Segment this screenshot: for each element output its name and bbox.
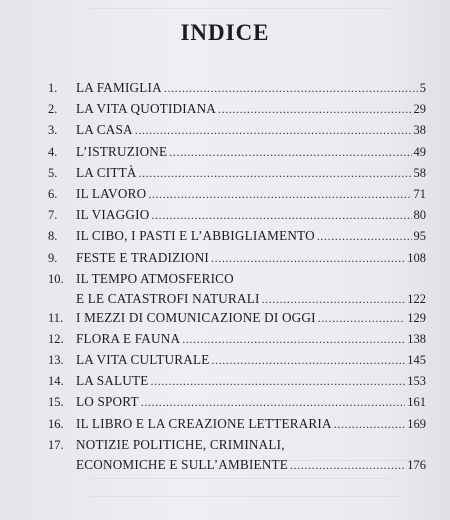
dot-leader — [218, 99, 411, 119]
toc-entry-page: 80 — [413, 208, 426, 223]
toc-entry — [48, 99, 426, 120]
toc-entry-page: 138 — [407, 331, 426, 346]
toc-entry-line — [76, 269, 426, 289]
toc-entry-page: 5 — [419, 81, 426, 95]
toc-entry-number: 9. — [48, 250, 58, 265]
toc-entry-body — [76, 371, 426, 392]
toc-entry-number: 1. — [48, 81, 58, 95]
toc-entry-number: 3. — [48, 123, 58, 138]
toc-entry-number: 13. — [48, 353, 64, 368]
toc-entry-line — [76, 78, 426, 98]
toc-entry-number: 17. — [48, 437, 64, 452]
toc-entry-line — [76, 392, 426, 412]
toc-entry — [48, 350, 426, 371]
dot-leader — [212, 350, 406, 370]
toc-entry-number: 5. — [48, 165, 58, 180]
toc-entry-title: FLORA E FAUNA — [76, 330, 181, 346]
toc-entry-title: IL LIBRO E LA CREAZIONE LETTERARIA — [76, 415, 332, 431]
toc-entry-body — [76, 329, 426, 350]
toc-entry-body — [76, 163, 426, 184]
toc-entry-body — [76, 99, 426, 120]
toc-entry-title: L’ISTRUZIONE — [76, 143, 168, 159]
toc-entry-title: IL TEMPO ATMOSFERICO — [76, 270, 234, 286]
toc-entry — [48, 248, 426, 269]
show-through-text — [90, 496, 400, 497]
dot-leader — [148, 184, 411, 204]
toc-entry-line — [76, 455, 426, 475]
toc-entry-body — [76, 414, 426, 435]
toc-entry-title: LA CASA — [76, 122, 133, 138]
toc-entry-line — [76, 248, 426, 268]
dot-leader — [334, 414, 406, 434]
toc-entry-title: IL VIAGGIO — [76, 207, 150, 223]
toc-entry — [48, 163, 426, 184]
toc-entry — [48, 142, 426, 163]
table-of-contents — [48, 78, 426, 474]
toc-entry-body — [76, 350, 426, 371]
dot-leader — [262, 289, 406, 309]
toc-entry-title: ECONOMICHE E SULL’AMBIENTE — [76, 456, 289, 472]
dot-leader — [135, 120, 412, 140]
toc-entry-number: 4. — [48, 144, 58, 159]
toc-entry-line — [76, 329, 426, 349]
toc-entry-line — [76, 184, 426, 204]
toc-entry — [48, 392, 426, 413]
toc-entry-number: 15. — [48, 395, 64, 410]
toc-entry — [48, 120, 426, 141]
toc-entry-line — [76, 308, 426, 328]
toc-entry-number: 14. — [48, 374, 64, 389]
toc-entry-title: LA VITA CULTURALE — [76, 352, 210, 368]
dot-leader — [151, 371, 406, 391]
toc-entry-page: 122 — [407, 291, 426, 306]
toc-entry — [48, 414, 426, 435]
toc-entry-body — [76, 392, 426, 413]
toc-entry-number: 10. — [48, 271, 64, 286]
toc-entry-page: 169 — [407, 416, 426, 431]
toc-entry-number: 2. — [48, 102, 58, 117]
toc-entry-line — [76, 289, 426, 309]
dot-leader — [318, 308, 406, 328]
toc-entry — [48, 435, 426, 474]
toc-entry-line — [76, 435, 426, 455]
toc-entry-line — [76, 350, 426, 370]
toc-entry-page: 129 — [407, 310, 426, 325]
toc-entry-page: 29 — [413, 102, 426, 117]
toc-entry-page: 108 — [407, 250, 426, 265]
dot-leader — [211, 248, 405, 268]
toc-entry-line — [76, 371, 426, 391]
toc-entry-body — [76, 142, 426, 163]
toc-entry-title: FESTE E TRADIZIONI — [76, 249, 210, 265]
toc-entry — [48, 308, 426, 329]
toc-entry-body — [76, 78, 426, 99]
toc-entry-body — [76, 269, 426, 308]
toc-entry — [48, 329, 426, 350]
toc-entry-title: I MEZZI DI COMUNICAZIONE DI OGGI — [76, 309, 316, 325]
toc-entry — [48, 184, 426, 205]
toc-entry-number: 12. — [48, 331, 64, 346]
toc-entry-title: IL LAVORO — [76, 185, 147, 201]
toc-entry-page: 58 — [413, 165, 426, 180]
toc-entry-page: 176 — [407, 457, 426, 472]
toc-entry-body — [76, 308, 426, 329]
toc-entry-body — [76, 248, 426, 269]
toc-entry-page: 71 — [413, 186, 426, 201]
toc-entry-line — [76, 163, 426, 183]
toc-entry-body — [76, 435, 426, 474]
toc-entry-title: LO SPORT — [76, 394, 139, 410]
toc-entry-number: 6. — [48, 186, 58, 201]
dot-leader — [141, 392, 406, 412]
toc-entry-title: LA VITA QUOTIDIANA — [76, 101, 217, 117]
show-through-text — [90, 478, 390, 479]
toc-entry-page: 49 — [413, 144, 426, 159]
toc-entry-page: 153 — [407, 374, 426, 389]
toc-entry — [48, 269, 426, 308]
toc-entry-body — [76, 205, 426, 226]
dot-leader — [164, 78, 418, 98]
toc-entry-number: 8. — [48, 229, 58, 244]
dot-leader — [290, 455, 405, 475]
toc-entry-page: 38 — [413, 123, 426, 138]
toc-entry-page: 145 — [407, 353, 426, 368]
toc-entry — [48, 205, 426, 226]
toc-entry-page: 161 — [407, 395, 426, 410]
toc-entry-title: LA CITTÀ — [76, 164, 137, 180]
toc-entry — [48, 226, 426, 247]
toc-entry-line — [76, 120, 426, 140]
toc-entry-line — [76, 414, 426, 434]
toc-entry-title: LA FAMIGLIA — [76, 80, 162, 95]
toc-entry-number: 11. — [48, 310, 64, 325]
dot-leader — [139, 163, 412, 183]
toc-entry-body — [76, 226, 426, 247]
toc-entry-body — [76, 184, 426, 205]
toc-entry-page: 95 — [413, 229, 426, 244]
toc-entry-line — [76, 142, 426, 162]
toc-entry-line — [76, 226, 426, 246]
toc-entry-body — [76, 120, 426, 141]
toc-entry-title: LA SALUTE — [76, 373, 149, 389]
toc-entry — [48, 371, 426, 392]
toc-entry-title: E LE CATASTROFI NATURALI — [76, 290, 260, 306]
dot-leader — [182, 329, 405, 349]
toc-entry-number: 7. — [48, 208, 58, 223]
toc-entry-line — [76, 205, 426, 225]
toc-entry-number: 16. — [48, 416, 64, 431]
dot-leader — [169, 142, 411, 162]
dot-leader — [151, 205, 411, 225]
toc-entry-title: NOTIZIE POLITICHE, CRIMINALI, — [76, 436, 285, 452]
toc-entry — [48, 78, 426, 99]
page-title: INDICE — [180, 20, 270, 45]
show-through-text — [90, 8, 390, 9]
toc-entry-title: IL CIBO, I PASTI E L’ABBIGLIAMENTO — [76, 228, 315, 244]
dot-leader — [317, 226, 412, 246]
toc-entry-line — [76, 99, 426, 119]
